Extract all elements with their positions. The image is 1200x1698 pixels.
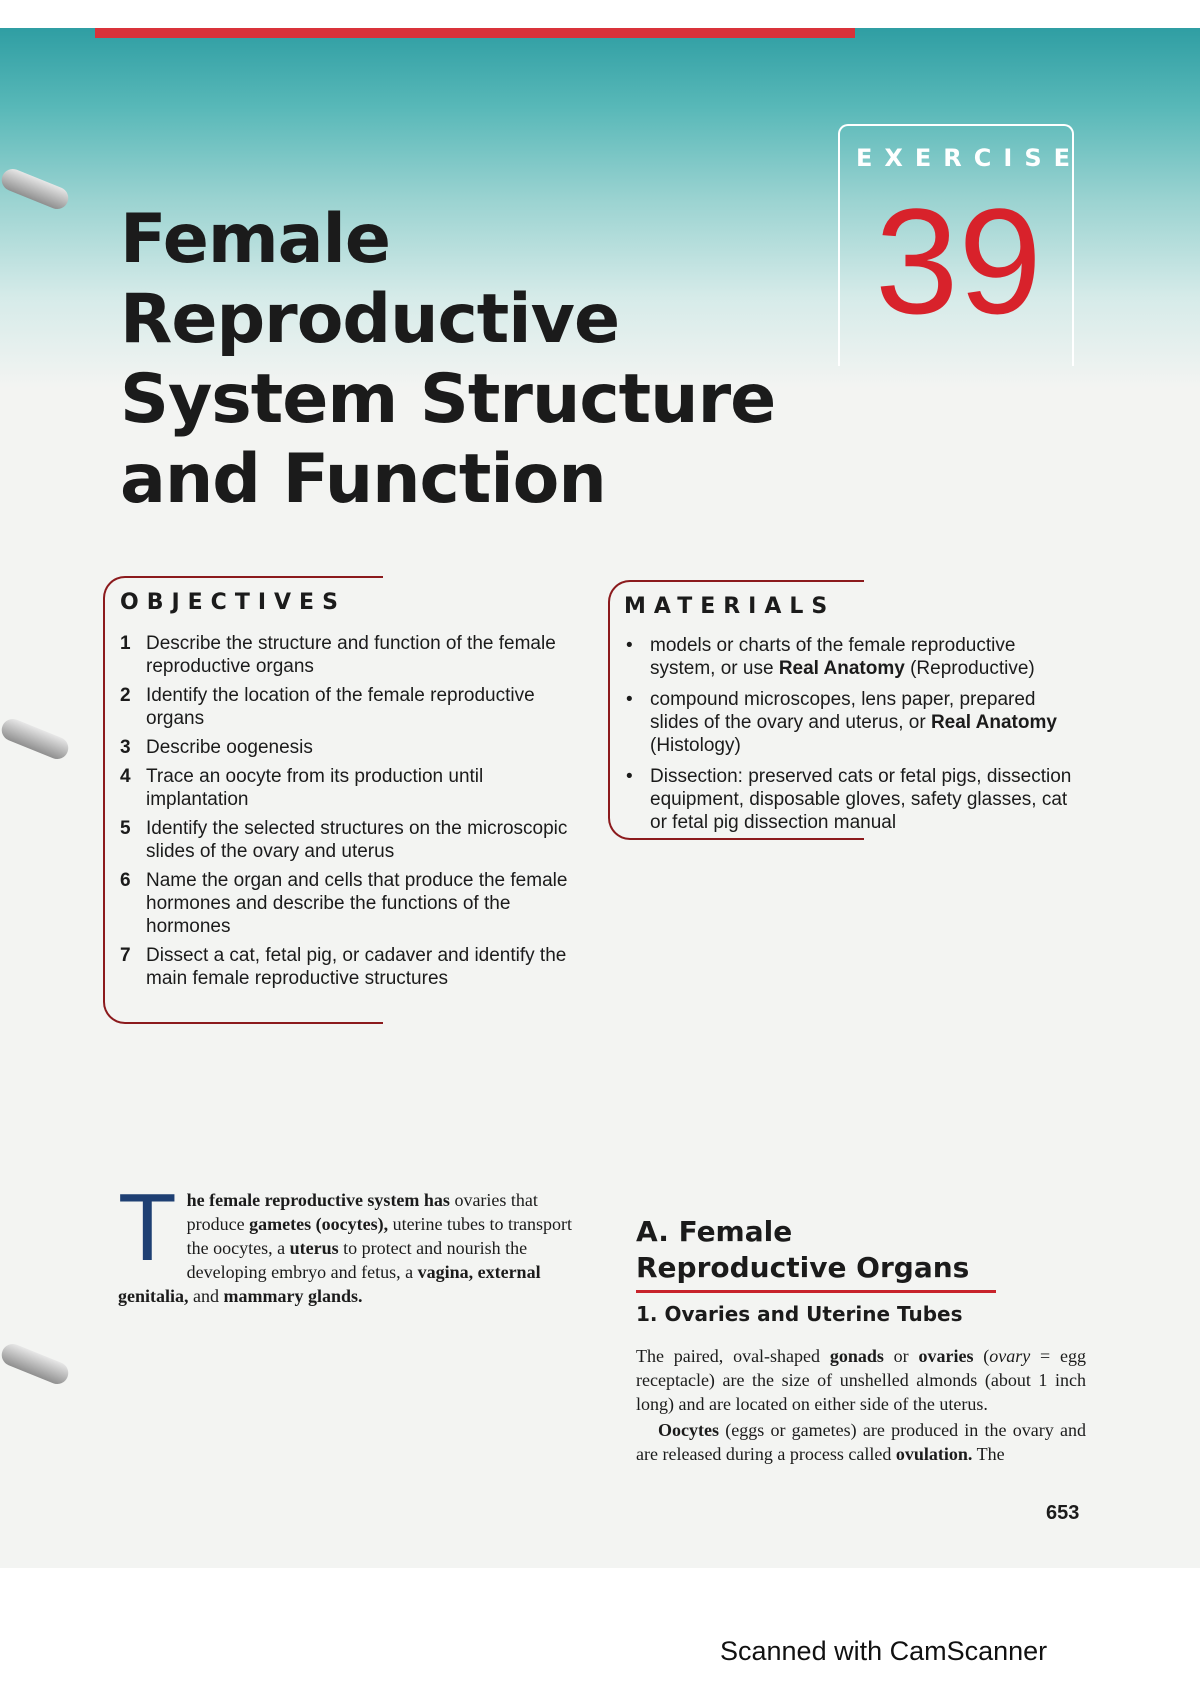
top-red-strip — [95, 28, 855, 38]
intro-bold: uterus — [289, 1238, 339, 1258]
objective-item — [120, 632, 590, 678]
title-line: Reproductive — [120, 280, 620, 359]
body-text: ( — [973, 1346, 990, 1366]
title-line: and Function — [120, 440, 606, 519]
drop-cap: T — [118, 1174, 177, 1281]
material-item — [622, 688, 1072, 757]
objective-text: Dissect a cat, fetal pig, or cadaver and identify the main female reproductive structures — [146, 945, 567, 989]
intro-bold: vagina, external genitalia, — [118, 1262, 541, 1306]
objective-item — [120, 944, 590, 990]
term-gonads: gonads — [829, 1346, 884, 1366]
objective-item — [120, 736, 590, 759]
body-paragraph — [636, 1418, 1086, 1466]
material-item — [622, 634, 1072, 680]
bullet-icon: • — [626, 689, 633, 710]
title-line: Female — [120, 200, 390, 279]
objective-text: Describe oogenesis — [146, 737, 313, 758]
body-text: or — [883, 1346, 919, 1366]
intro-text: uterine tubes to transport the oocytes, a — [186, 1214, 573, 1258]
objective-text: Trace an oocyte from its production until implantation — [146, 766, 484, 810]
objective-number: 1 — [120, 633, 131, 654]
material-text: models or charts of the female reproductive system, or use — [650, 635, 1016, 679]
intro-bold: he female reproductive system has — [186, 1190, 450, 1210]
intro-bold: gametes (oocytes), — [249, 1214, 389, 1234]
objective-item — [120, 869, 590, 938]
subsection-heading: 1. Ovaries and Uterine Tubes — [636, 1302, 963, 1326]
material-highlight: Real Anatomy — [778, 658, 905, 679]
body-text: The paired, oval-shaped — [636, 1346, 830, 1366]
binder-ring-icon — [0, 716, 72, 763]
bullet-icon: • — [626, 766, 633, 787]
exercise-number: 39 — [875, 177, 1042, 345]
scanner-caption: Scanned with CamScanner — [720, 1636, 1048, 1666]
body-text: (eggs or gametes) are produced in the ovary and are released during a process called — [636, 1420, 1086, 1464]
intro-text: to protect and nourish the developing embryo and fetus, a — [186, 1238, 528, 1282]
objective-text: Name the organ and cells that produce the female hormones and describe the functions of the hormones — [146, 870, 568, 937]
objective-item — [120, 817, 590, 863]
material-text: (Reproductive) — [904, 658, 1035, 679]
binder-ring-icon — [0, 1341, 72, 1388]
intro-text: ovaries that produce — [186, 1190, 538, 1234]
objective-item — [120, 765, 590, 811]
section-heading: A. Female Reproductive Organs — [636, 1214, 996, 1293]
material-text: (Histology) — [650, 735, 741, 756]
material-text: Dissection: preserved cats or fetal pigs, dissection equipment, disposable gloves, safety glasses, cat or fetal pig dissection manual — [650, 766, 1072, 833]
body-text: The — [972, 1444, 1005, 1464]
objective-number: 5 — [120, 818, 131, 839]
objective-number: 4 — [120, 766, 131, 787]
term-etymology: ovary — [989, 1346, 1031, 1366]
objective-text: Identify the selected structures on the microscopic slides of the ovary and uterus — [146, 818, 568, 862]
objective-item — [120, 684, 590, 730]
objectives-list — [120, 632, 590, 996]
objective-number: 6 — [120, 870, 131, 891]
materials-list — [622, 634, 1072, 842]
material-highlight: Real Anatomy — [930, 712, 1057, 733]
objective-number: 7 — [120, 945, 131, 966]
textbook-page — [0, 28, 1200, 1568]
section-body — [636, 1344, 1086, 1468]
objective-text: Describe the structure and function of the female reproductive organs — [146, 633, 556, 677]
bullet-icon: • — [626, 635, 633, 656]
material-text: compound microscopes, lens paper, prepared slides of the ovary and uterus, or — [650, 689, 1036, 733]
intro-bold: mammary glands. — [223, 1286, 363, 1306]
term-ovulation: ovulation. — [895, 1444, 973, 1464]
material-item — [622, 765, 1072, 834]
page-number: 653 — [1046, 1502, 1080, 1524]
objectives-heading: OBJECTIVES — [120, 590, 346, 615]
intro-text: and — [188, 1286, 224, 1306]
exercise-label: EXERCISE — [856, 144, 1082, 172]
body-text: = egg receptacle) are the size of unshelled almonds (about 1 inch long) and are located on either side of the uterus. — [636, 1346, 1086, 1414]
objective-number: 2 — [120, 685, 131, 706]
term-oocytes: Oocytes — [658, 1420, 719, 1440]
objective-text: Identify the location of the female reproductive organs — [146, 685, 535, 729]
objective-number: 3 — [120, 737, 131, 758]
body-paragraph — [636, 1344, 1086, 1416]
intro-paragraph — [118, 1174, 588, 1308]
chapter-title — [120, 200, 775, 520]
materials-heading: MATERIALS — [624, 594, 836, 619]
title-line: System Structure — [120, 360, 776, 439]
term-ovaries: ovaries — [918, 1346, 974, 1366]
